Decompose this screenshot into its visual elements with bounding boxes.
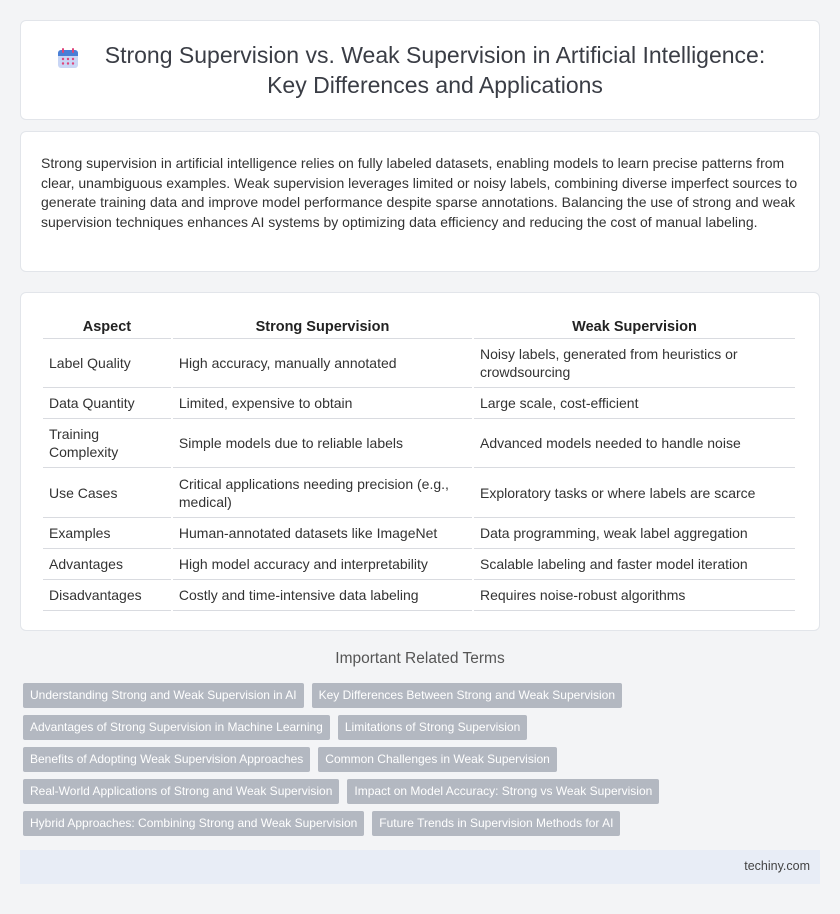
related-term-tag[interactable]: Limitations of Strong Supervision (338, 715, 527, 740)
table-cell: Data Quantity (43, 388, 171, 419)
table-cell: Limited, expensive to obtain (173, 388, 472, 419)
related-term-tag[interactable]: Hybrid Approaches: Combining Strong and Weak Supervision (23, 811, 364, 836)
header-aspect: Aspect (43, 313, 171, 339)
related-terms-title: Important Related Terms (335, 650, 505, 667)
table-cell: Advanced models needed to handle noise (474, 419, 795, 468)
table-row (43, 518, 795, 549)
related-terms-list (23, 683, 823, 843)
table-cell: Critical applications needing precision (e.g., medical) (173, 468, 472, 518)
tag-row (23, 747, 823, 772)
table-header-row (43, 313, 795, 339)
header-card (20, 20, 820, 120)
comparison-table-card (20, 292, 820, 631)
related-term-tag[interactable]: Real-World Applications of Strong and Weak Supervision (23, 779, 339, 804)
tag-row (23, 779, 823, 804)
table-cell: Data programming, weak label aggregation (474, 518, 795, 549)
related-term-tag[interactable]: Key Differences Between Strong and Weak Supervision (312, 683, 622, 708)
related-term-tag[interactable]: Common Challenges in Weak Supervision (318, 747, 557, 772)
related-term-tag[interactable]: Impact on Model Accuracy: Strong vs Weak Supervision (347, 779, 659, 804)
table-row (43, 468, 795, 518)
tag-row (23, 683, 823, 708)
header-strong-supervision: Strong Supervision (173, 313, 472, 339)
related-term-tag[interactable]: Understanding Strong and Weak Supervision in AI (23, 683, 304, 708)
table-cell: Label Quality (43, 339, 171, 388)
tag-row (23, 715, 823, 740)
table-cell: Costly and time-intensive data labeling (173, 580, 472, 611)
table-cell: Human-annotated datasets like ImageNet (173, 518, 472, 549)
table-cell: Exploratory tasks or where labels are scarce (474, 468, 795, 518)
related-term-tag[interactable]: Advantages of Strong Supervision in Machine Learning (23, 715, 330, 740)
related-term-tag[interactable]: Benefits of Adopting Weak Supervision Approaches (23, 747, 310, 772)
table-cell: Simple models due to reliable labels (173, 419, 472, 468)
tag-row (23, 811, 823, 836)
table-row (43, 388, 795, 419)
related-term-tag[interactable]: Future Trends in Supervision Methods for AI (372, 811, 620, 836)
table-row (43, 580, 795, 611)
table-cell: Training Complexity (43, 419, 171, 468)
header-weak-supervision: Weak Supervision (474, 313, 795, 339)
table-row (43, 419, 795, 468)
intro-card (20, 131, 820, 272)
page-title: Strong Supervision vs. Weak Supervision in Artificial Intelligence: Key Differences and Applications (104, 42, 766, 98)
table-row (43, 339, 795, 388)
table-cell: Advantages (43, 549, 171, 580)
table-cell: High accuracy, manually annotated (173, 339, 472, 388)
footer (20, 850, 820, 884)
table-cell: Use Cases (43, 468, 171, 518)
table-cell: Noisy labels, generated from heuristics or crowdsourcing (474, 339, 795, 388)
table-cell: Disadvantages (43, 580, 171, 611)
comparison-table (41, 313, 797, 611)
table-row (43, 549, 795, 580)
table-cell: Scalable labeling and faster model iteration (474, 549, 795, 580)
table-cell: High model accuracy and interpretability (173, 549, 472, 580)
intro-paragraph: Strong supervision in artificial intelligence relies on fully labeled datasets, enabling models to learn precise patterns from clear, unambiguous examples. Weak supervision leverages limited or noisy labels, combining diverse imperfect sources to generate training data and improve model performance despite sparse annotations. Balancing the use of strong and weak supervision techniques enhances AI systems by optimizing data efficiency and reducing the cost of manual labeling. (41, 155, 798, 230)
footer-site-name[interactable]: techiny.com (744, 859, 810, 873)
table-cell: Requires noise-robust algorithms (474, 580, 795, 611)
table-cell: Examples (43, 518, 171, 549)
table-cell: Large scale, cost-efficient (474, 388, 795, 419)
